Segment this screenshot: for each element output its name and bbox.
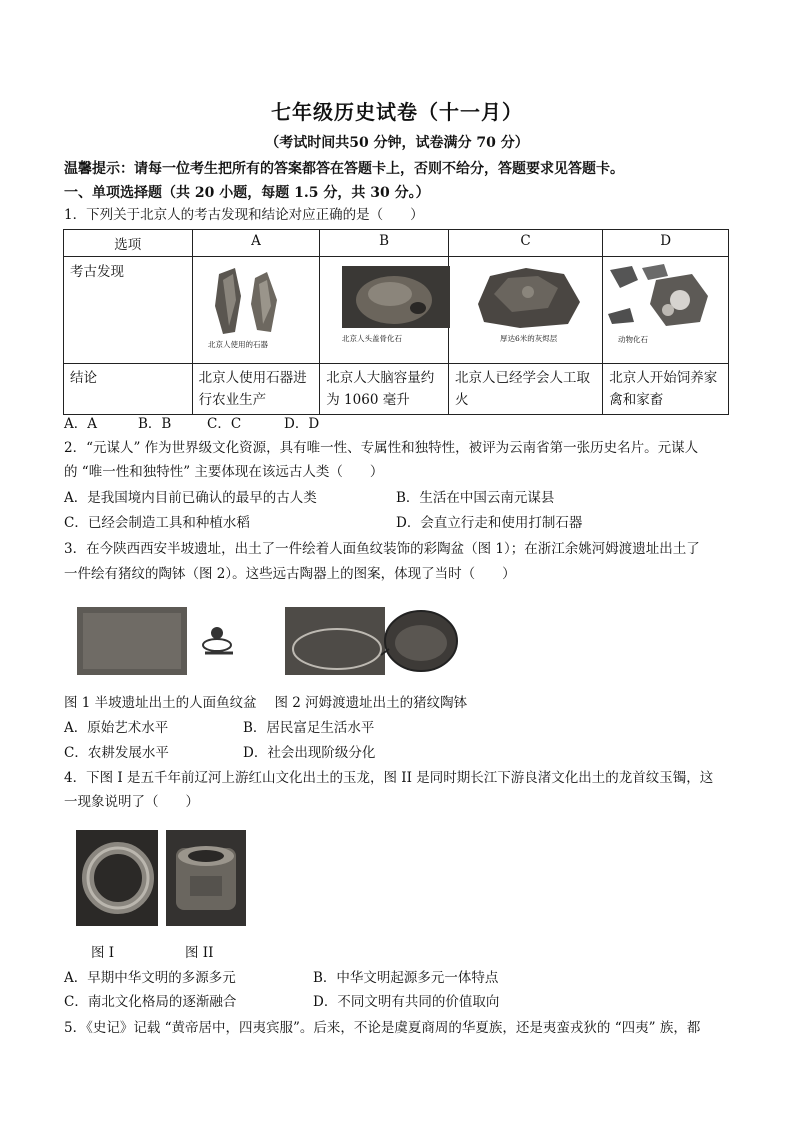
- row-label-discovery: 考古发现: [64, 257, 193, 364]
- table-header: C: [448, 230, 602, 257]
- pig-pattern-bowl-image: [285, 605, 460, 677]
- fish-face-basin-image: [77, 605, 247, 677]
- q4-stem-line1: 4．下图 I 是五千年前辽河上游红山文化出土的玉龙，图 II 是同时期长江下游良渚文化出土的龙首纹玉镯，这: [64, 770, 714, 786]
- caption-animal-fossil: 动物化石: [618, 335, 648, 344]
- q3-stem-line2: 一件绘有猪纹的陶钵（图 2）。这些远古陶器上的图案，体现了当时（ ）: [64, 566, 516, 582]
- q3-option-c: C．农耕发展水平: [64, 745, 169, 761]
- q4-option-a: A．早期中华文明的多源多元: [64, 970, 236, 986]
- exam-info: （考试时间共50 分钟，试卷满分 70 分）: [265, 135, 529, 151]
- q2-option-a: A．是我国境内目前已确认的最早的古人类: [64, 490, 317, 506]
- q2-option-d: D．会直立行走和使用打制石器: [396, 515, 583, 531]
- q3-figure-caption: 图 1 半坡遗址出土的人面鱼纹盆 图 2 河姆渡遗址出土的猪纹陶钵: [64, 695, 468, 711]
- q2-option-b: B．生活在中国云南元谋县: [396, 490, 555, 506]
- conclusion-c: 北京人已经学会人工取火: [448, 364, 602, 415]
- q1-option-c: C．C: [207, 416, 242, 432]
- table-header: B: [320, 230, 449, 257]
- q3-stem-line1: 3．在今陕西西安半坡遗址，出土了一件绘着人面鱼纹装饰的彩陶盆（图 1）；在浙江余姚河姆渡遗址出土了: [64, 541, 700, 557]
- q2-stem-line1: 2．“元谋人” 作为世界级文化资源，具有唯一性、专属性和独特性，被评为云南省第一张历史名片。元谋人: [64, 440, 699, 456]
- q1-stem: 1．下列关于北京人的考古发现和结论对应正确的是（ ）: [64, 207, 424, 223]
- warm-tip: 温馨提示：请每一位考生把所有的答案都答在答题卡上，否则不给分，答题要求见答题卡。: [64, 161, 624, 177]
- section-heading: 一、单项选择题（共 20 小题，每题 1.5 分，共 30 分。）: [64, 185, 430, 201]
- q4-stem-line2: 一现象说明了（ ）: [64, 794, 199, 810]
- q3-option-d: D．社会出现阶级分化: [243, 745, 376, 761]
- q5-stem-line1: 5．《史记》记载 “黄帝居中，四夷宾服”。后来，不论是虞夏商周的华夏族，还是夷蛮戎狄的 “四夷” 族，都: [64, 1020, 701, 1036]
- row-label-conclusion: 结论: [64, 364, 193, 415]
- q4-option-d: D．不同文明有共同的价值取向: [313, 994, 500, 1010]
- caption-ash-layer: 厚达6米的灰烬层: [500, 334, 558, 343]
- q1-option-b: B．B: [138, 416, 172, 432]
- q1-option-a: A．A: [64, 416, 97, 432]
- q4-option-c: C．南北文化格局的逐渐融合: [64, 994, 237, 1010]
- dragon-bracelet-image: [166, 830, 246, 926]
- caption-skull-fossil: 北京人头盖骨化石: [342, 334, 402, 343]
- q3-option-b: B．居民富足生活水平: [243, 720, 375, 736]
- q2-stem-line2: 的 “唯一性和独特性” 主要体现在该远古人类（ ）: [64, 464, 384, 480]
- conclusion-d: 北京人开始饲养家禽和家畜: [603, 364, 729, 415]
- animal-fossil-image: [604, 262, 716, 334]
- conclusion-a: 北京人使用石器进行农业生产: [192, 364, 320, 415]
- q4-fig1-label: 图 I: [91, 945, 115, 961]
- q4-fig2-label: 图 II: [185, 945, 214, 961]
- table-header: A: [192, 230, 320, 257]
- stone-tool-image: [205, 266, 285, 338]
- q4-option-b: B．中华文明起源多元一体特点: [313, 970, 499, 986]
- jade-dragon-image: [76, 830, 158, 926]
- skull-fossil-image: [340, 264, 452, 330]
- table-header: D: [603, 230, 729, 257]
- conclusion-b: 北京人大脑容量约为 1060 毫升: [320, 364, 449, 415]
- q1-option-d: D．D: [284, 416, 320, 432]
- ash-layer-image: [468, 264, 588, 330]
- q3-option-a: A．原始艺术水平: [64, 720, 169, 736]
- q2-option-c: C．已经会制造工具和种植水稻: [64, 515, 250, 531]
- page-title: 七年级历史试卷（十一月）: [271, 100, 523, 124]
- caption-stone-tool: 北京人使用的石器: [208, 340, 268, 349]
- table-header: 选项: [64, 230, 193, 257]
